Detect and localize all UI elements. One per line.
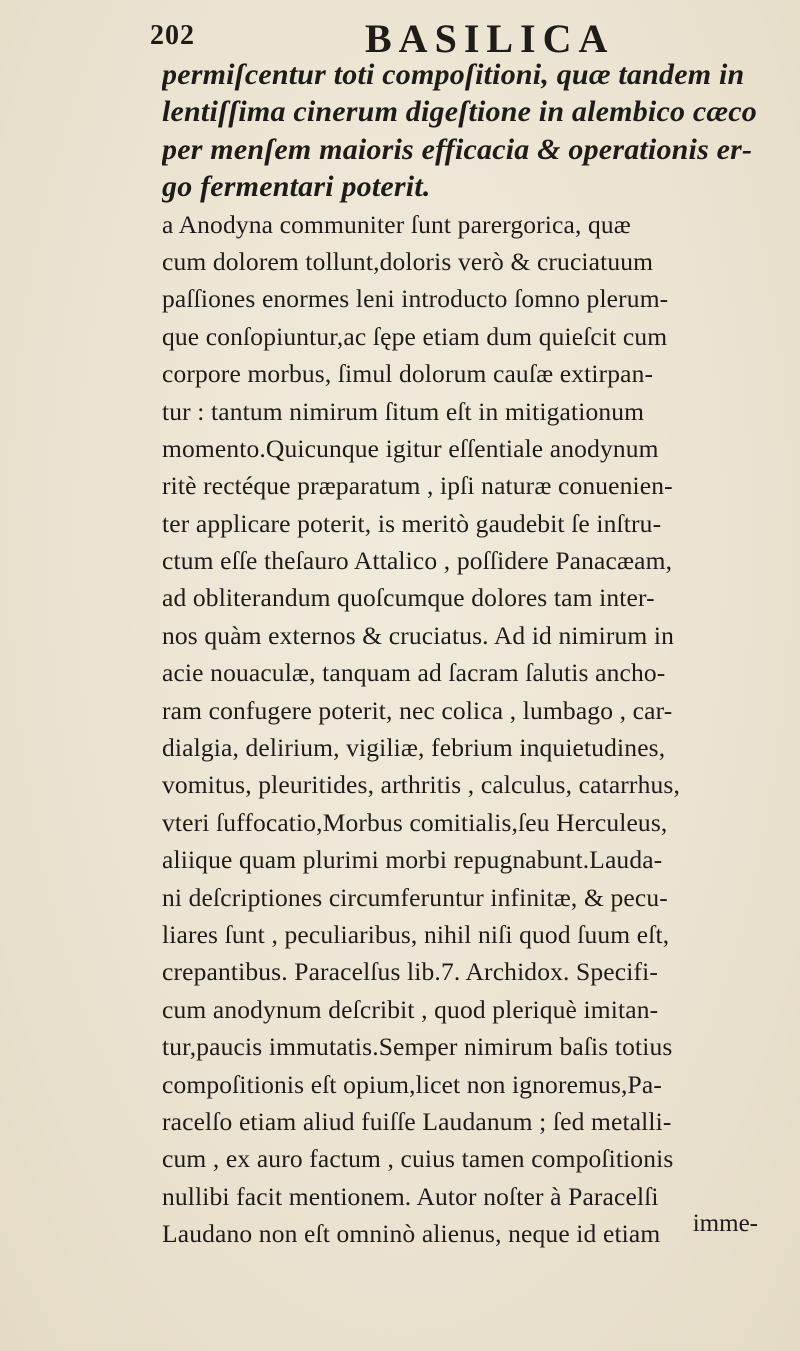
body-line: paſſiones enormes leni introducto ſomno plerum- [162, 284, 669, 314]
body-line: compoſitionis eſt opium,licet non ignoremus,Pa- [162, 1069, 662, 1099]
text-block [162, 56, 782, 1253]
body-line: ter applicare poterit, is meritò gaudebit ſe inſtru- [162, 508, 662, 538]
body-line: tur,paucis immutatis.Semper nimirum baſis totius [162, 1032, 673, 1062]
body-line: a Anodyna communiter ſunt parergorica, quæ [162, 209, 631, 239]
body-line: ctum eſſe theſauro Attalico , poſſidere Panacæam, [162, 546, 673, 576]
body-line: cum anodynum deſcribit , quod pleriquè imitan- [162, 994, 659, 1024]
body-line: nos quàm externos & cruciatus. Ad id nimirum in [162, 620, 675, 650]
body-line: dialgia, delirium, vigiliæ, febrium inquietudines, [162, 733, 666, 763]
body-line: ram confugere poterit, nec colica , lumbago , car- [162, 695, 673, 725]
italic-line: lentiſſima cinerum digeſtione in alembico cæco [162, 95, 757, 129]
italic-line: permiſcentur toti compoſitioni, quæ tandem in [162, 58, 745, 91]
page-number: 202 [150, 20, 195, 51]
body-line: cum dolorem tollunt,doloris verò & cruciatuum [162, 246, 654, 276]
page-header [150, 10, 770, 60]
body-line: acie nouaculæ, tanquam ad ſacram ſalutis ancho- [162, 658, 666, 688]
body-line: que conſopiuntur,ac ſępe etiam dum quieſcit cum [162, 321, 668, 351]
body-line: tur : tantum nimirum ſitum eſt in mitigationum [162, 396, 645, 426]
body-line: liares ſunt , peculiaribus, nihil niſi quod ſuum eſt, [162, 919, 670, 949]
body-line: vteri ſuffocatio,Morbus comitialis,ſeu Herculeus, [162, 807, 668, 837]
body-line: ni deſcriptiones circumferuntur infinitæ, & pecu- [162, 882, 668, 912]
body-line: momento.Quicunque igitur eſſentiale anodynum [162, 433, 659, 463]
body-line: aliique quam plurimi morbi repugnabunt.Lauda- [162, 845, 663, 875]
body-line: corpore morbus, ſimul dolorum cauſæ extirpan- [162, 359, 654, 389]
body-line: cum , ex auro factum , cuius tamen compoſitionis [162, 1144, 674, 1174]
body-line: nullibi facit mentionem. Autor noſter à Paracelſi [162, 1181, 659, 1211]
italic-line: go fermentari poterit. [162, 170, 431, 204]
body-line: crepantibus. Paracelſus lib.7. Archidox. Specifi- [162, 957, 658, 987]
italic-line: per menſem maioris efficacia & operationis er- [162, 132, 753, 166]
running-head: BASILICA [365, 16, 615, 61]
catchword: imme- [692, 1210, 758, 1237]
body-line: vomitus, pleuritides, arthritis , calculus, catarrhus, [162, 770, 680, 800]
body-line: ad obliterandum quoſcumque dolores tam inter- [162, 583, 655, 613]
body-line: ritè rectéque præparatum , ipſi naturæ conuenien- [162, 471, 673, 501]
body-line: Laudano non eſt omninò alienus, neque id etiam [162, 1219, 661, 1249]
body-line: racelſo etiam aliud fuiſſe Laudanum ; ſed metalli- [162, 1106, 672, 1136]
